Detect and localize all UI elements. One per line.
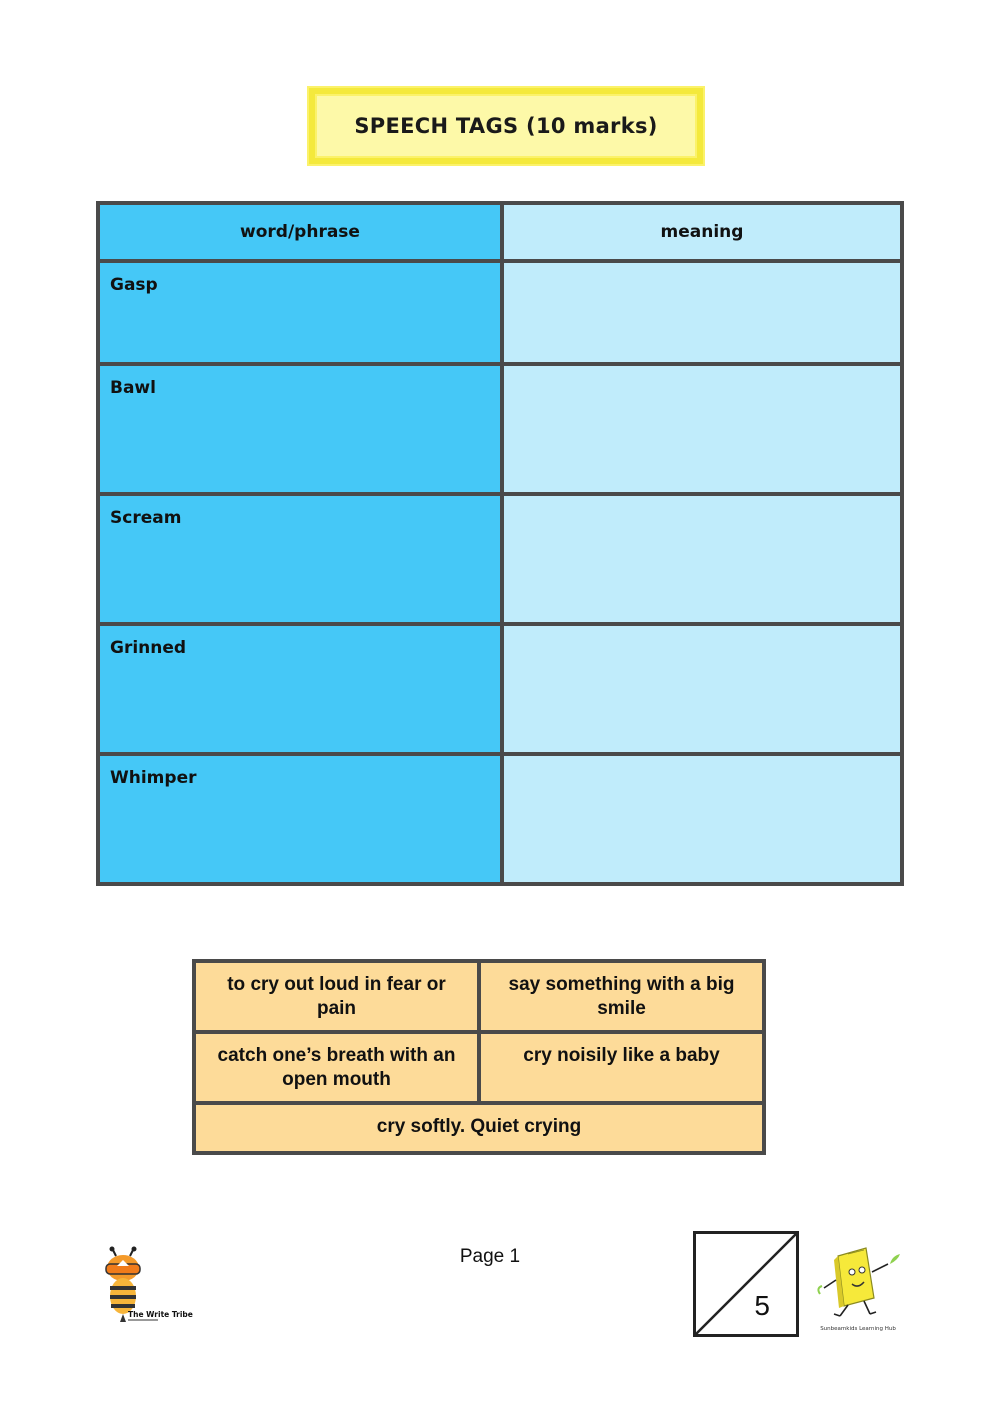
score-divider-line bbox=[696, 1234, 796, 1334]
write-tribe-logo bbox=[98, 1246, 208, 1326]
score-total: 5 bbox=[754, 1290, 770, 1321]
meaning-answer-cell[interactable] bbox=[502, 494, 902, 624]
table-row bbox=[98, 494, 902, 624]
table-row bbox=[98, 754, 902, 884]
meaning-answer-cell[interactable] bbox=[502, 364, 902, 494]
word-cell: Bawl bbox=[98, 364, 502, 494]
worksheet-title: SPEECH TAGS (10 marks) bbox=[354, 114, 658, 138]
word-cell: Grinned bbox=[98, 624, 502, 754]
answer-option[interactable]: say something with a big smile bbox=[479, 961, 764, 1032]
meaning-answer-cell[interactable] bbox=[502, 624, 902, 754]
table-row bbox=[98, 624, 902, 754]
meaning-answer-cell[interactable] bbox=[502, 261, 902, 364]
column-header-meaning: meaning bbox=[502, 203, 902, 261]
score-box bbox=[693, 1231, 799, 1337]
answer-option[interactable]: to cry out loud in fear or pain bbox=[194, 961, 479, 1032]
meaning-answer-cell[interactable] bbox=[502, 754, 902, 884]
learning-hub-logo bbox=[812, 1242, 904, 1342]
vocabulary-table bbox=[96, 201, 904, 886]
book-mascot-icon bbox=[812, 1242, 904, 1342]
answer-option[interactable]: cry softly. Quiet crying bbox=[194, 1103, 764, 1153]
answer-bank bbox=[192, 959, 766, 1155]
answer-option[interactable]: cry noisily like a baby bbox=[479, 1032, 764, 1103]
write-tribe-logo-text: The Write Tribe bbox=[128, 1310, 193, 1319]
worksheet-title-box bbox=[309, 88, 703, 164]
word-cell: Scream bbox=[98, 494, 502, 624]
answer-option[interactable]: catch one’s breath with an open mouth bbox=[194, 1032, 479, 1103]
table-row bbox=[98, 261, 902, 364]
page-number: Page 1 bbox=[459, 1246, 521, 1267]
word-cell: Gasp bbox=[98, 261, 502, 364]
table-row bbox=[98, 364, 902, 494]
learning-hub-logo-text: Sunbeamkids Learning Hub bbox=[820, 1326, 896, 1332]
column-header-word: word/phrase bbox=[98, 203, 502, 261]
word-cell: Whimper bbox=[98, 754, 502, 884]
